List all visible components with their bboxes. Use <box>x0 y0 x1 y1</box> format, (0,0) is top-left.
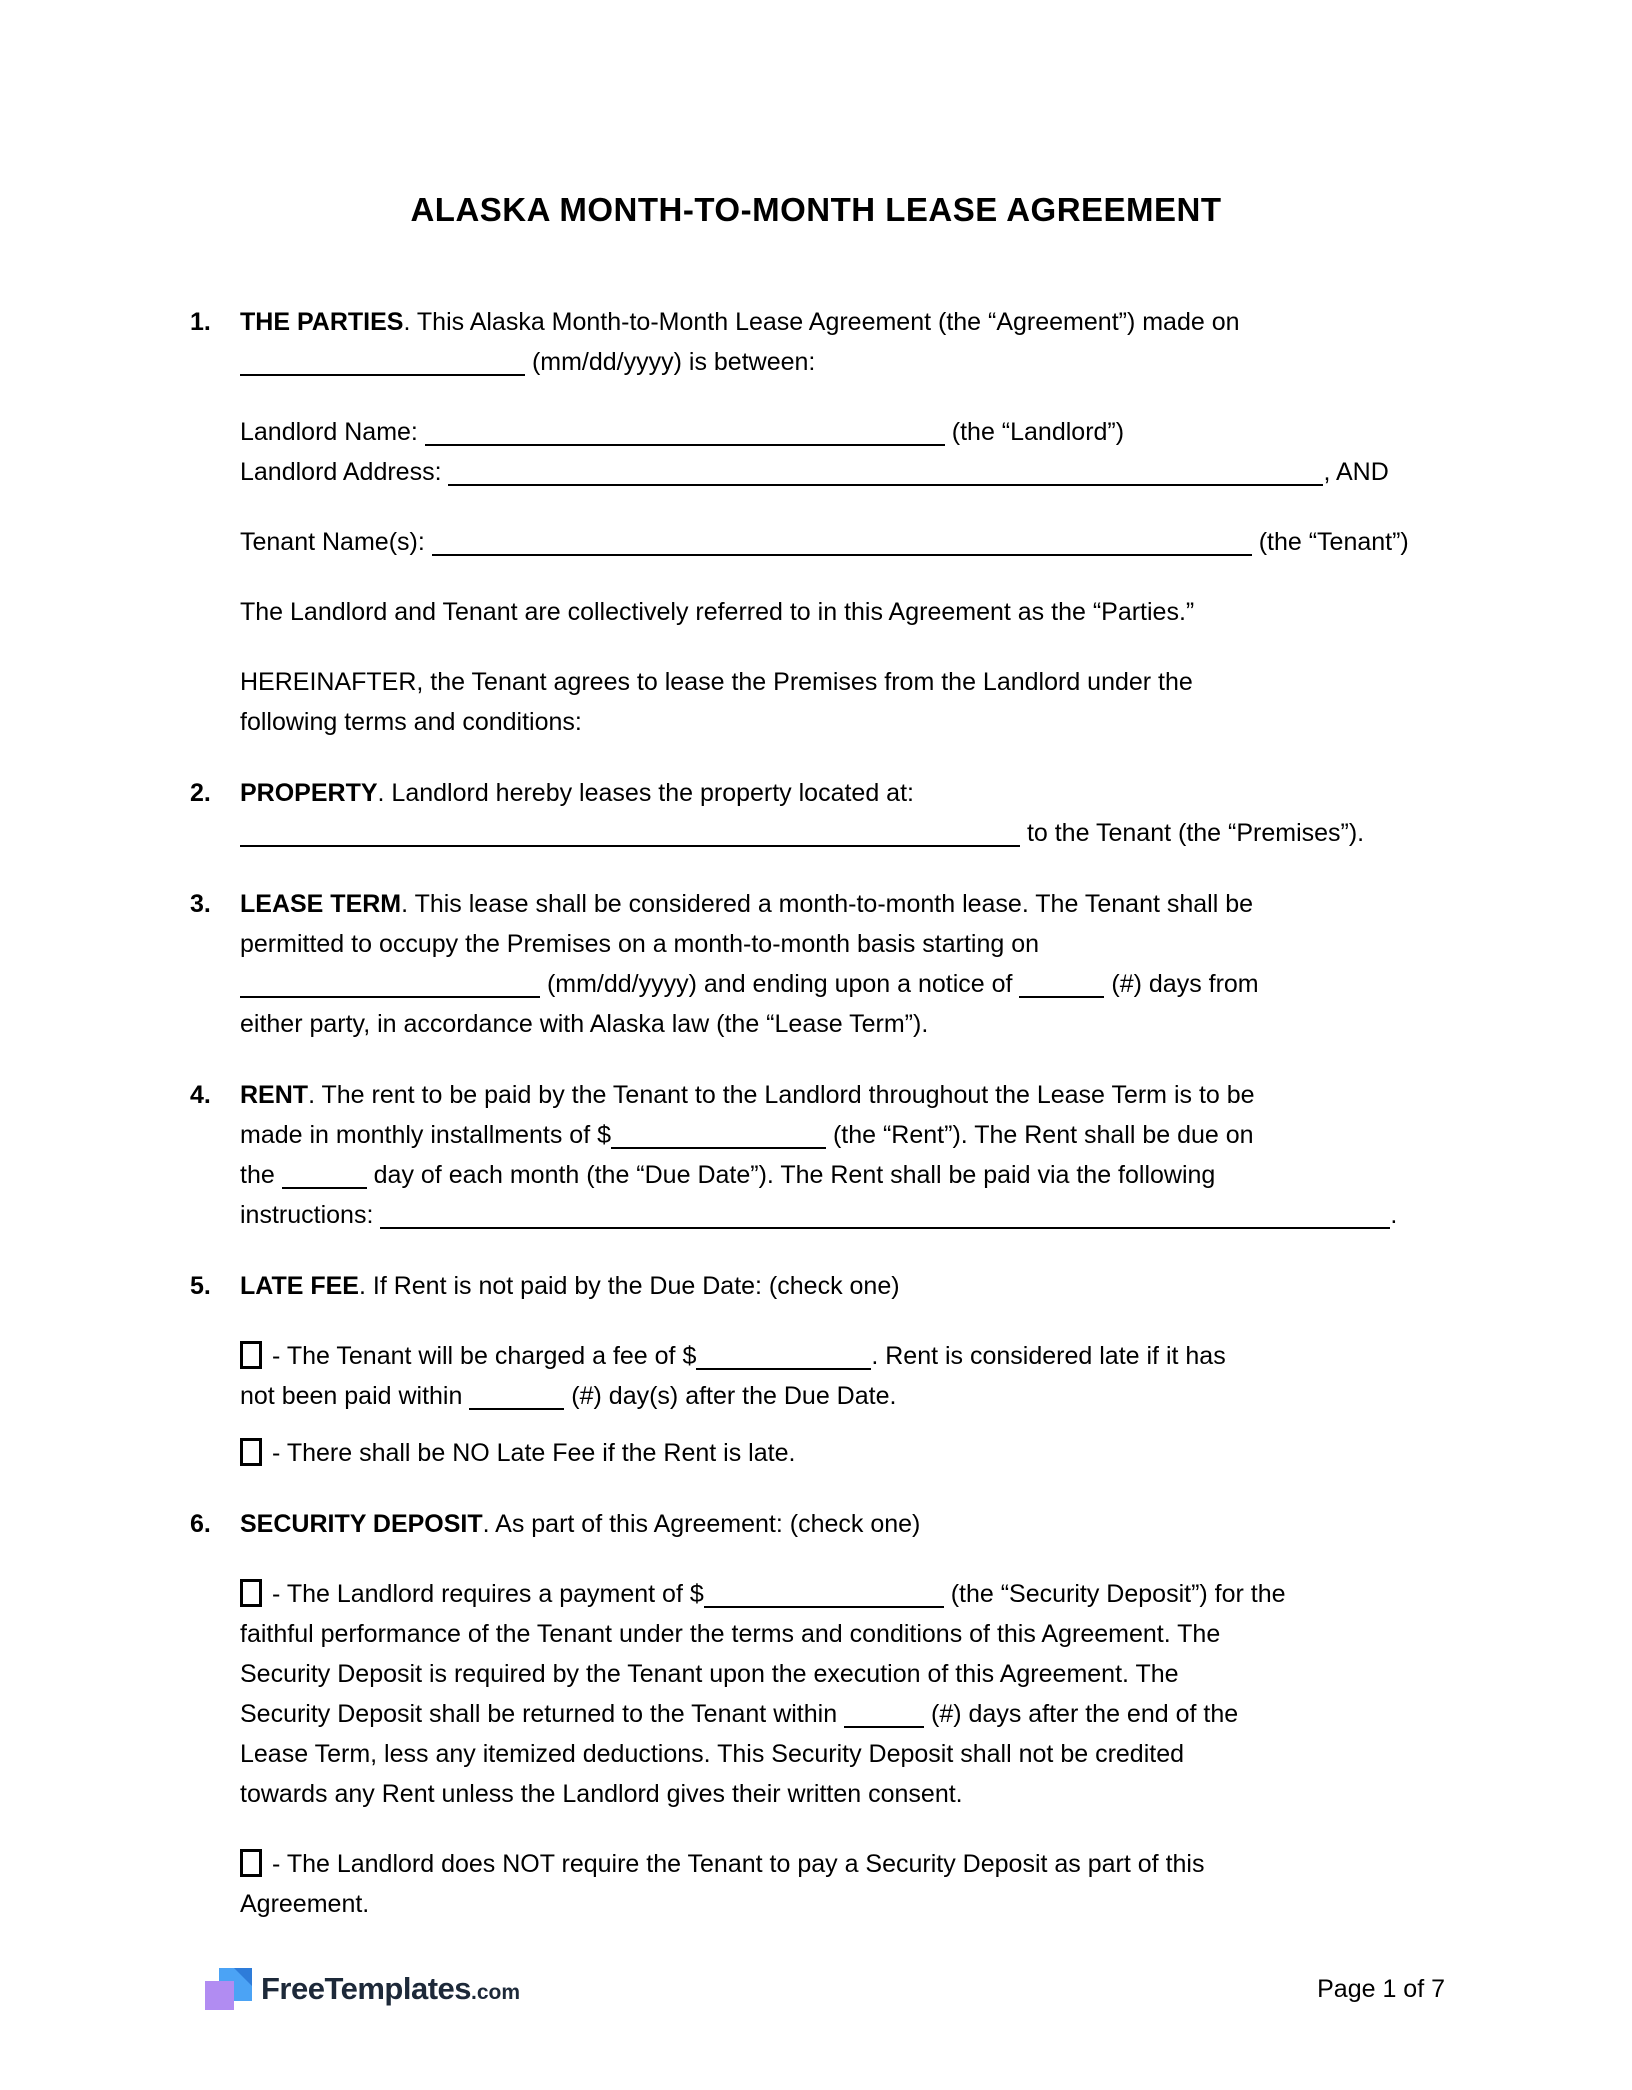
text-line <box>240 1115 1445 1155</box>
deposit-option1-line1-start: - The Landlord requires a payment of $ <box>272 1580 704 1608</box>
section-content <box>240 1266 1445 1473</box>
text-line <box>240 1195 1445 1235</box>
rent-text-line4-end: . <box>1390 1201 1398 1229</box>
no-late-fee-checkbox[interactable] <box>240 1438 262 1466</box>
start-date-blank[interactable] <box>240 968 540 998</box>
text-line <box>240 924 1445 964</box>
text-line <box>240 662 1445 702</box>
late-fee-option1-text-end: . Rent is considered late if it has <box>871 1342 1226 1370</box>
property-address-blank[interactable] <box>240 817 1020 847</box>
section-number: 3. <box>190 890 211 918</box>
late-fee-option1-line2-end: (#) day(s) after the Due Date. <box>564 1382 897 1410</box>
due-day-blank[interactable] <box>282 1159 367 1189</box>
brand-name: FreeTemplates <box>261 1971 472 2006</box>
parties-definition-paragraph <box>240 592 1445 632</box>
text-line <box>240 1433 1445 1473</box>
text-line <box>240 1155 1445 1195</box>
deposit-return-days-blank[interactable] <box>844 1698 924 1728</box>
deposit-option1-line5: Lease Term, less any itemized deductions. This Security Deposit shall not be credited <box>240 1740 1185 1768</box>
section-content <box>240 302 1445 742</box>
late-fee-intro-paragraph <box>240 1266 1445 1306</box>
deposit-amount-blank[interactable] <box>704 1578 944 1608</box>
section-heading: PROPERTY <box>240 779 378 807</box>
rent-text-line3-end: day of each month (the “Due Date”). The Rent shall be paid via the following <box>366 1161 1216 1189</box>
text-line <box>240 1574 1445 1614</box>
tenant-name-blank[interactable] <box>432 526 1252 556</box>
text-line <box>240 884 1445 924</box>
section-lease-term <box>190 884 1445 1044</box>
deposit-required-checkbox[interactable] <box>240 1579 262 1607</box>
freetemplates-logo <box>205 1968 520 2010</box>
tenant-name-label: Tenant Name(s): <box>240 528 432 556</box>
text-line <box>240 1614 1445 1654</box>
no-deposit-checkbox[interactable] <box>240 1849 262 1877</box>
rent-text-line4-start: instructions: <box>240 1201 381 1229</box>
landlord-name-blank[interactable] <box>425 416 945 446</box>
section-number: 6. <box>190 1510 211 1538</box>
lease-term-text-line2: permitted to occupy the Premises on a month-to-month basis starting on <box>240 930 1039 958</box>
agreement-date-format-text: (mm/dd/yyyy) is between: <box>525 348 816 376</box>
section-number: 2. <box>190 779 211 807</box>
section-the-parties <box>190 302 1445 742</box>
section-content <box>240 884 1445 1044</box>
hereinafter-text-line2: following terms and conditions: <box>240 708 582 736</box>
section-heading: RENT <box>240 1081 309 1109</box>
late-fee-amount-blank[interactable] <box>696 1340 871 1370</box>
hereinafter-paragraph <box>240 662 1445 742</box>
rent-text-line2-end: (the “Rent”). The Rent shall be due on <box>826 1121 1254 1149</box>
freetemplates-logo-icon <box>205 1968 252 2010</box>
security-deposit-option-none <box>240 1844 1445 1924</box>
deposit-option1-line4-end: (#) days after the end of the <box>924 1700 1239 1728</box>
late-fee-charged-checkbox[interactable] <box>240 1341 262 1369</box>
section-late-fee <box>190 1266 1445 1473</box>
text-line <box>240 342 1445 382</box>
rent-paragraph <box>240 1075 1445 1235</box>
landlord-address-line <box>240 452 1445 492</box>
rent-text-line2-start: made in monthly installments of $ <box>240 1121 612 1149</box>
late-fee-intro-text: . If Rent is not paid by the Due Date: (check one) <box>358 1272 900 1300</box>
section-heading: LEASE TERM <box>240 890 402 918</box>
payment-instructions-blank[interactable] <box>380 1199 1390 1229</box>
hereinafter-text-line1: HEREINAFTER, the Tenant agrees to lease the Premises from the Landlord under the <box>240 668 1193 696</box>
rent-text-line1: . The rent to be paid by the Tenant to the Landlord throughout the Lease Term is to be <box>308 1081 1255 1109</box>
text-line <box>240 1336 1445 1376</box>
page-footer <box>205 1968 1445 2010</box>
notice-days-blank[interactable] <box>1019 968 1104 998</box>
rent-text-line3-start: the <box>240 1161 282 1189</box>
text-line <box>240 302 1445 342</box>
text-line <box>240 1075 1445 1115</box>
section-heading: LATE FEE <box>240 1272 359 1300</box>
text-line <box>240 592 1445 632</box>
text-line <box>240 702 1445 742</box>
section-content <box>240 1504 1445 1924</box>
tenant-name-suffix: (the “Tenant”) <box>1251 528 1409 556</box>
security-deposit-option-required <box>240 1574 1445 1814</box>
text-line <box>240 1004 1445 1044</box>
lease-term-text-line1: . This lease shall be considered a month-to-month lease. The Tenant shall be <box>401 890 1254 918</box>
text-line <box>240 1376 1445 1416</box>
document-body <box>190 302 1445 1924</box>
landlord-name-line <box>240 412 1445 452</box>
brand-tld: .com <box>471 1981 521 2004</box>
lease-term-text-line4: either party, in accordance with Alaska law (the “Lease Term”). <box>240 1010 929 1038</box>
text-line <box>240 1266 1445 1306</box>
property-intro-text: . Landlord hereby leases the property located at: <box>377 779 914 807</box>
lease-term-paragraph <box>240 884 1445 1044</box>
section-heading: SECURITY DEPOSIT <box>240 1510 483 1538</box>
security-deposit-intro-text: . As part of this Agreement: (check one) <box>482 1510 921 1538</box>
section-number: 5. <box>190 1272 211 1300</box>
page-indicator: Page 1 of 7 <box>1317 1974 1445 2003</box>
section-heading: THE PARTIES <box>240 308 404 336</box>
text-line <box>240 1694 1445 1734</box>
late-fee-option2-text: - There shall be NO Late Fee if the Rent is late. <box>272 1439 796 1467</box>
agreement-date-blank[interactable] <box>240 346 525 376</box>
brand-wordmark <box>261 1971 520 2007</box>
section-rent <box>190 1075 1445 1235</box>
text-line <box>240 1504 1445 1544</box>
property-suffix-text: to the Tenant (the “Premises”). <box>1020 819 1365 847</box>
text-line <box>240 964 1445 1004</box>
section-security-deposit <box>190 1504 1445 1924</box>
text-line <box>240 1654 1445 1694</box>
parties-intro-text: . This Alaska Month-to-Month Lease Agreement (the “Agreement”) made on <box>403 308 1240 336</box>
section-content <box>240 1075 1445 1235</box>
landlord-address-label: Landlord Address: <box>240 458 449 486</box>
tenant-name-line <box>240 522 1445 562</box>
landlord-name-label: Landlord Name: <box>240 418 425 446</box>
landlord-address-suffix: , AND <box>1323 458 1389 486</box>
late-fee-option-charged <box>240 1336 1445 1416</box>
logo-purple-square <box>205 1981 234 2010</box>
section-number: 1. <box>190 308 211 336</box>
text-line <box>240 1734 1445 1774</box>
late-fee-option1-text-start: - The Tenant will be charged a fee of $ <box>272 1342 697 1370</box>
deposit-option1-line6: towards any Rent unless the Landlord gives their written consent. <box>240 1780 963 1808</box>
property-paragraph <box>240 773 1445 853</box>
late-fee-option-none <box>240 1433 1445 1473</box>
parties-definition-text: The Landlord and Tenant are collectively referred to in this Agreement as the “Parties.” <box>240 598 1195 626</box>
landlord-address-blank[interactable] <box>448 456 1323 486</box>
text-line <box>240 1884 1445 1924</box>
tenant-block <box>240 522 1445 562</box>
landlord-block <box>240 412 1445 492</box>
late-fee-days-blank[interactable] <box>469 1380 564 1410</box>
section-content <box>240 773 1445 853</box>
landlord-name-suffix: (the “Landlord”) <box>944 418 1125 446</box>
deposit-option1-line4-start: Security Deposit shall be returned to the Tenant within <box>240 1700 845 1728</box>
deposit-option2-line2: Agreement. <box>240 1890 370 1918</box>
lease-term-text-line3-end: (#) days from <box>1104 970 1259 998</box>
text-line <box>240 1774 1445 1814</box>
section-number: 4. <box>190 1081 211 1109</box>
text-line <box>240 773 1445 813</box>
parties-intro-paragraph <box>240 302 1445 382</box>
lease-term-text-line3: (mm/dd/yyyy) and ending upon a notice of <box>540 970 1020 998</box>
deposit-option1-line3: Security Deposit is required by the Tenant upon the execution of this Agreement. The <box>240 1660 1179 1688</box>
deposit-option1-line1-end: (the “Security Deposit”) for the <box>943 1580 1286 1608</box>
deposit-option1-line2: faithful performance of the Tenant under the terms and conditions of this Agreement. The <box>240 1620 1221 1648</box>
text-line <box>240 813 1445 853</box>
late-fee-option1-line2-start: not been paid within <box>240 1382 470 1410</box>
text-line <box>240 1844 1445 1884</box>
deposit-option2-line1: - The Landlord does NOT require the Tenant to pay a Security Deposit as part of this <box>272 1850 1205 1878</box>
section-property <box>190 773 1445 853</box>
rent-amount-blank[interactable] <box>611 1119 826 1149</box>
security-deposit-intro-paragraph <box>240 1504 1445 1544</box>
document-title: ALASKA MONTH-TO-MONTH LEASE AGREEMENT <box>410 191 1222 228</box>
